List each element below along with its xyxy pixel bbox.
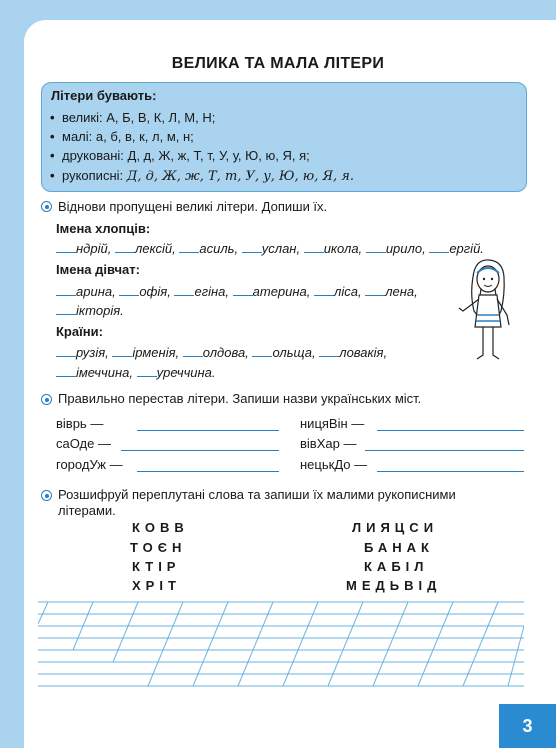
task1-instruction: Віднови пропущені великі літери. Допиши їх. bbox=[58, 199, 328, 214]
scrambled-word: КАБІЛ bbox=[364, 559, 429, 574]
task3-instruction-cont: літерами. bbox=[58, 503, 116, 518]
city-scrambled: саОде — bbox=[56, 436, 111, 451]
girls-heading: Імена дівчат: bbox=[56, 262, 140, 277]
scrambled-word: БАНАК bbox=[364, 540, 434, 555]
writing-lines[interactable] bbox=[38, 596, 524, 688]
city-scrambled: вівХар — bbox=[300, 436, 357, 451]
scrambled-word: КТІР bbox=[132, 559, 181, 574]
task-marker-icon bbox=[41, 490, 52, 501]
answer-line[interactable] bbox=[137, 430, 279, 431]
answer-line[interactable] bbox=[377, 471, 524, 472]
scrambled-word: ТОЄН bbox=[130, 540, 187, 555]
answer-line[interactable] bbox=[121, 450, 279, 451]
countries-heading: Країни: bbox=[56, 324, 103, 339]
girls-line-2: ікторія. bbox=[56, 302, 124, 318]
boys-line: ндрій, лексій, асиль, услан, икола, ирило, ергій. bbox=[56, 240, 484, 256]
countries-line-2: імеччина, уреччина. bbox=[56, 364, 216, 380]
scrambled-word: ХРІТ bbox=[132, 578, 181, 593]
handwritten-letters: Д, д, Ж, ж, Т, т, У, у, Ю, ю, Я, я. bbox=[126, 169, 354, 184]
info-heading: Літери бувають: bbox=[51, 88, 157, 103]
answer-line[interactable] bbox=[137, 471, 279, 472]
girl-illustration bbox=[455, 255, 520, 365]
task3-instruction: Розшифруй переплутані слова та запиши їх малими рукописними bbox=[58, 487, 456, 502]
task2-instruction: Правильно перестав літери. Запиши назви українських міст. bbox=[58, 391, 422, 406]
hand-label: рукописні: bbox=[62, 168, 124, 183]
answer-line[interactable] bbox=[365, 450, 524, 451]
scrambled-word: ЛИЯЦСИ bbox=[352, 520, 439, 535]
task-marker-icon bbox=[41, 201, 52, 212]
city-scrambled: ницяВін — bbox=[300, 416, 365, 431]
scrambled-word: КОВВ bbox=[132, 520, 189, 535]
task-marker-icon bbox=[41, 394, 52, 405]
info-box: Літери бувають: • великі: А, Б, В, К, Л, М, Н; • малі: а, б, в, к, л, м, н; • друковані: Д, д, Ж, ж, Т, т, У, у, Ю, ю, Я, я; • рукописні: Д, д, Ж, ж, Т, т, У, у, Ю, ю, Я, я. bbox=[41, 82, 527, 192]
city-scrambled: нецькДо — bbox=[300, 457, 368, 472]
boys-heading: Імена хлопців: bbox=[56, 221, 151, 236]
answer-line[interactable] bbox=[377, 430, 524, 431]
page-number: 3 bbox=[499, 704, 556, 748]
scrambled-word: МЕДЬВІД bbox=[346, 578, 442, 593]
girls-line-1: арина, офія, егіна, атерина, ліса, лена, bbox=[56, 283, 418, 299]
countries-line-1: рузія, ірменія, олдова, ольща, ловакія, bbox=[56, 344, 387, 360]
page-title: ВЕЛИКА ТА МАЛА ЛІТЕРИ bbox=[171, 55, 385, 72]
city-scrambled: віврь — bbox=[56, 416, 104, 431]
city-scrambled: городУж — bbox=[56, 457, 123, 472]
